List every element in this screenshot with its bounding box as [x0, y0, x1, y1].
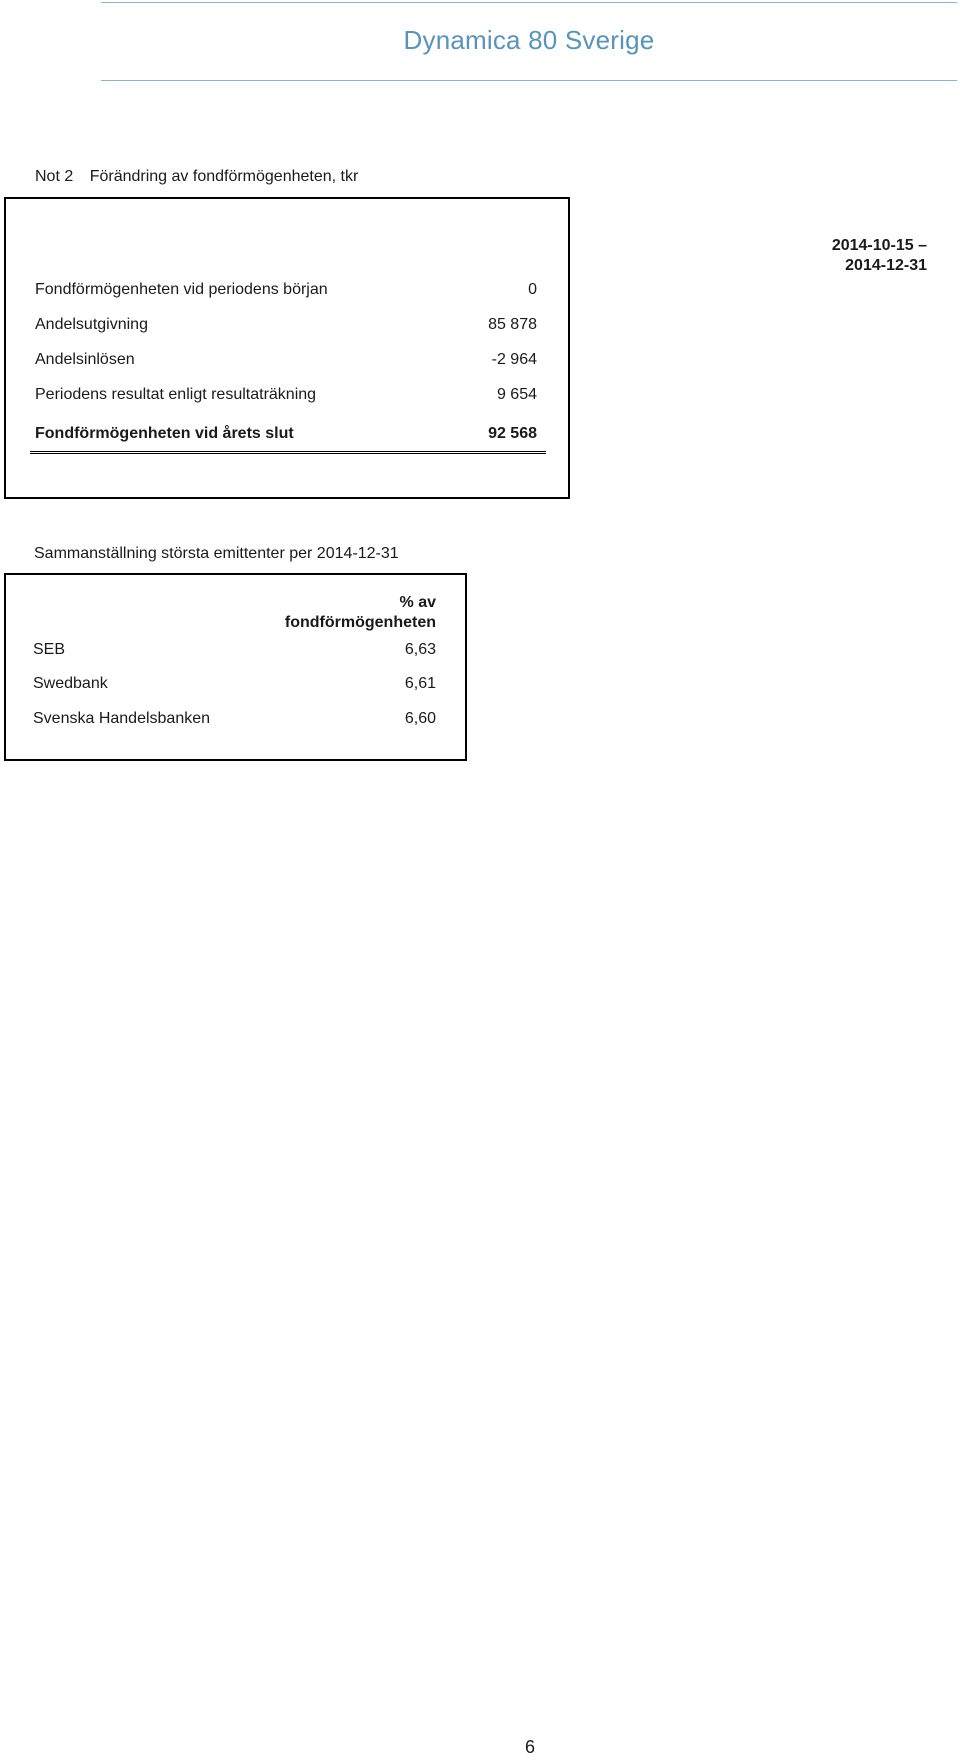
total-label: Fondförmögenheten vid årets slut — [35, 425, 294, 442]
table-row-label: Periodens resultat enligt resultaträkning — [35, 386, 317, 403]
issuers-caption: Sammanställning största emittenter per 2014-12-31 — [34, 545, 399, 562]
table-row-value: 85 878 — [488, 316, 537, 333]
header-bottom-rule — [101, 80, 957, 81]
note-heading — [35, 168, 358, 186]
page-number: 6 — [524, 1737, 535, 1757]
issuer-percent: 6,60 — [404, 710, 436, 727]
period-header-line1: 2014-10-15 – — [831, 237, 927, 254]
issuer-percent: 6,61 — [404, 675, 436, 692]
total-double-underline — [30, 451, 546, 454]
table-row-label: Andelsinlösen — [35, 351, 135, 368]
issuer-percent: 6,63 — [404, 641, 436, 658]
table-row-value: 0 — [528, 281, 537, 298]
percent-header-line2: fondförmögenheten — [284, 614, 436, 631]
percent-header-line1: % av — [399, 594, 436, 611]
issuer-name: Swedbank — [33, 675, 108, 692]
total-value: 92 568 — [488, 425, 537, 442]
table-row-label: Fondförmögenheten vid periodens början — [35, 281, 328, 298]
note-title-text: Förändring av fondförmögenheten, tkr — [89, 168, 359, 185]
header-top-rule — [101, 2, 957, 3]
issuer-name: SEB — [33, 641, 66, 658]
table-row-value: -2 964 — [491, 351, 537, 368]
document-title: Dynamica 80 Sverige — [403, 25, 655, 55]
note-number: Not 2 — [35, 168, 74, 185]
period-header-line2: 2014-12-31 — [845, 257, 927, 274]
percent-header — [250, 593, 436, 633]
issuer-name: Svenska Handelsbanken — [33, 710, 211, 727]
table-row-label: Andelsutgivning — [35, 316, 148, 333]
table-row-value: 9 654 — [496, 386, 537, 403]
period-header — [727, 236, 927, 276]
